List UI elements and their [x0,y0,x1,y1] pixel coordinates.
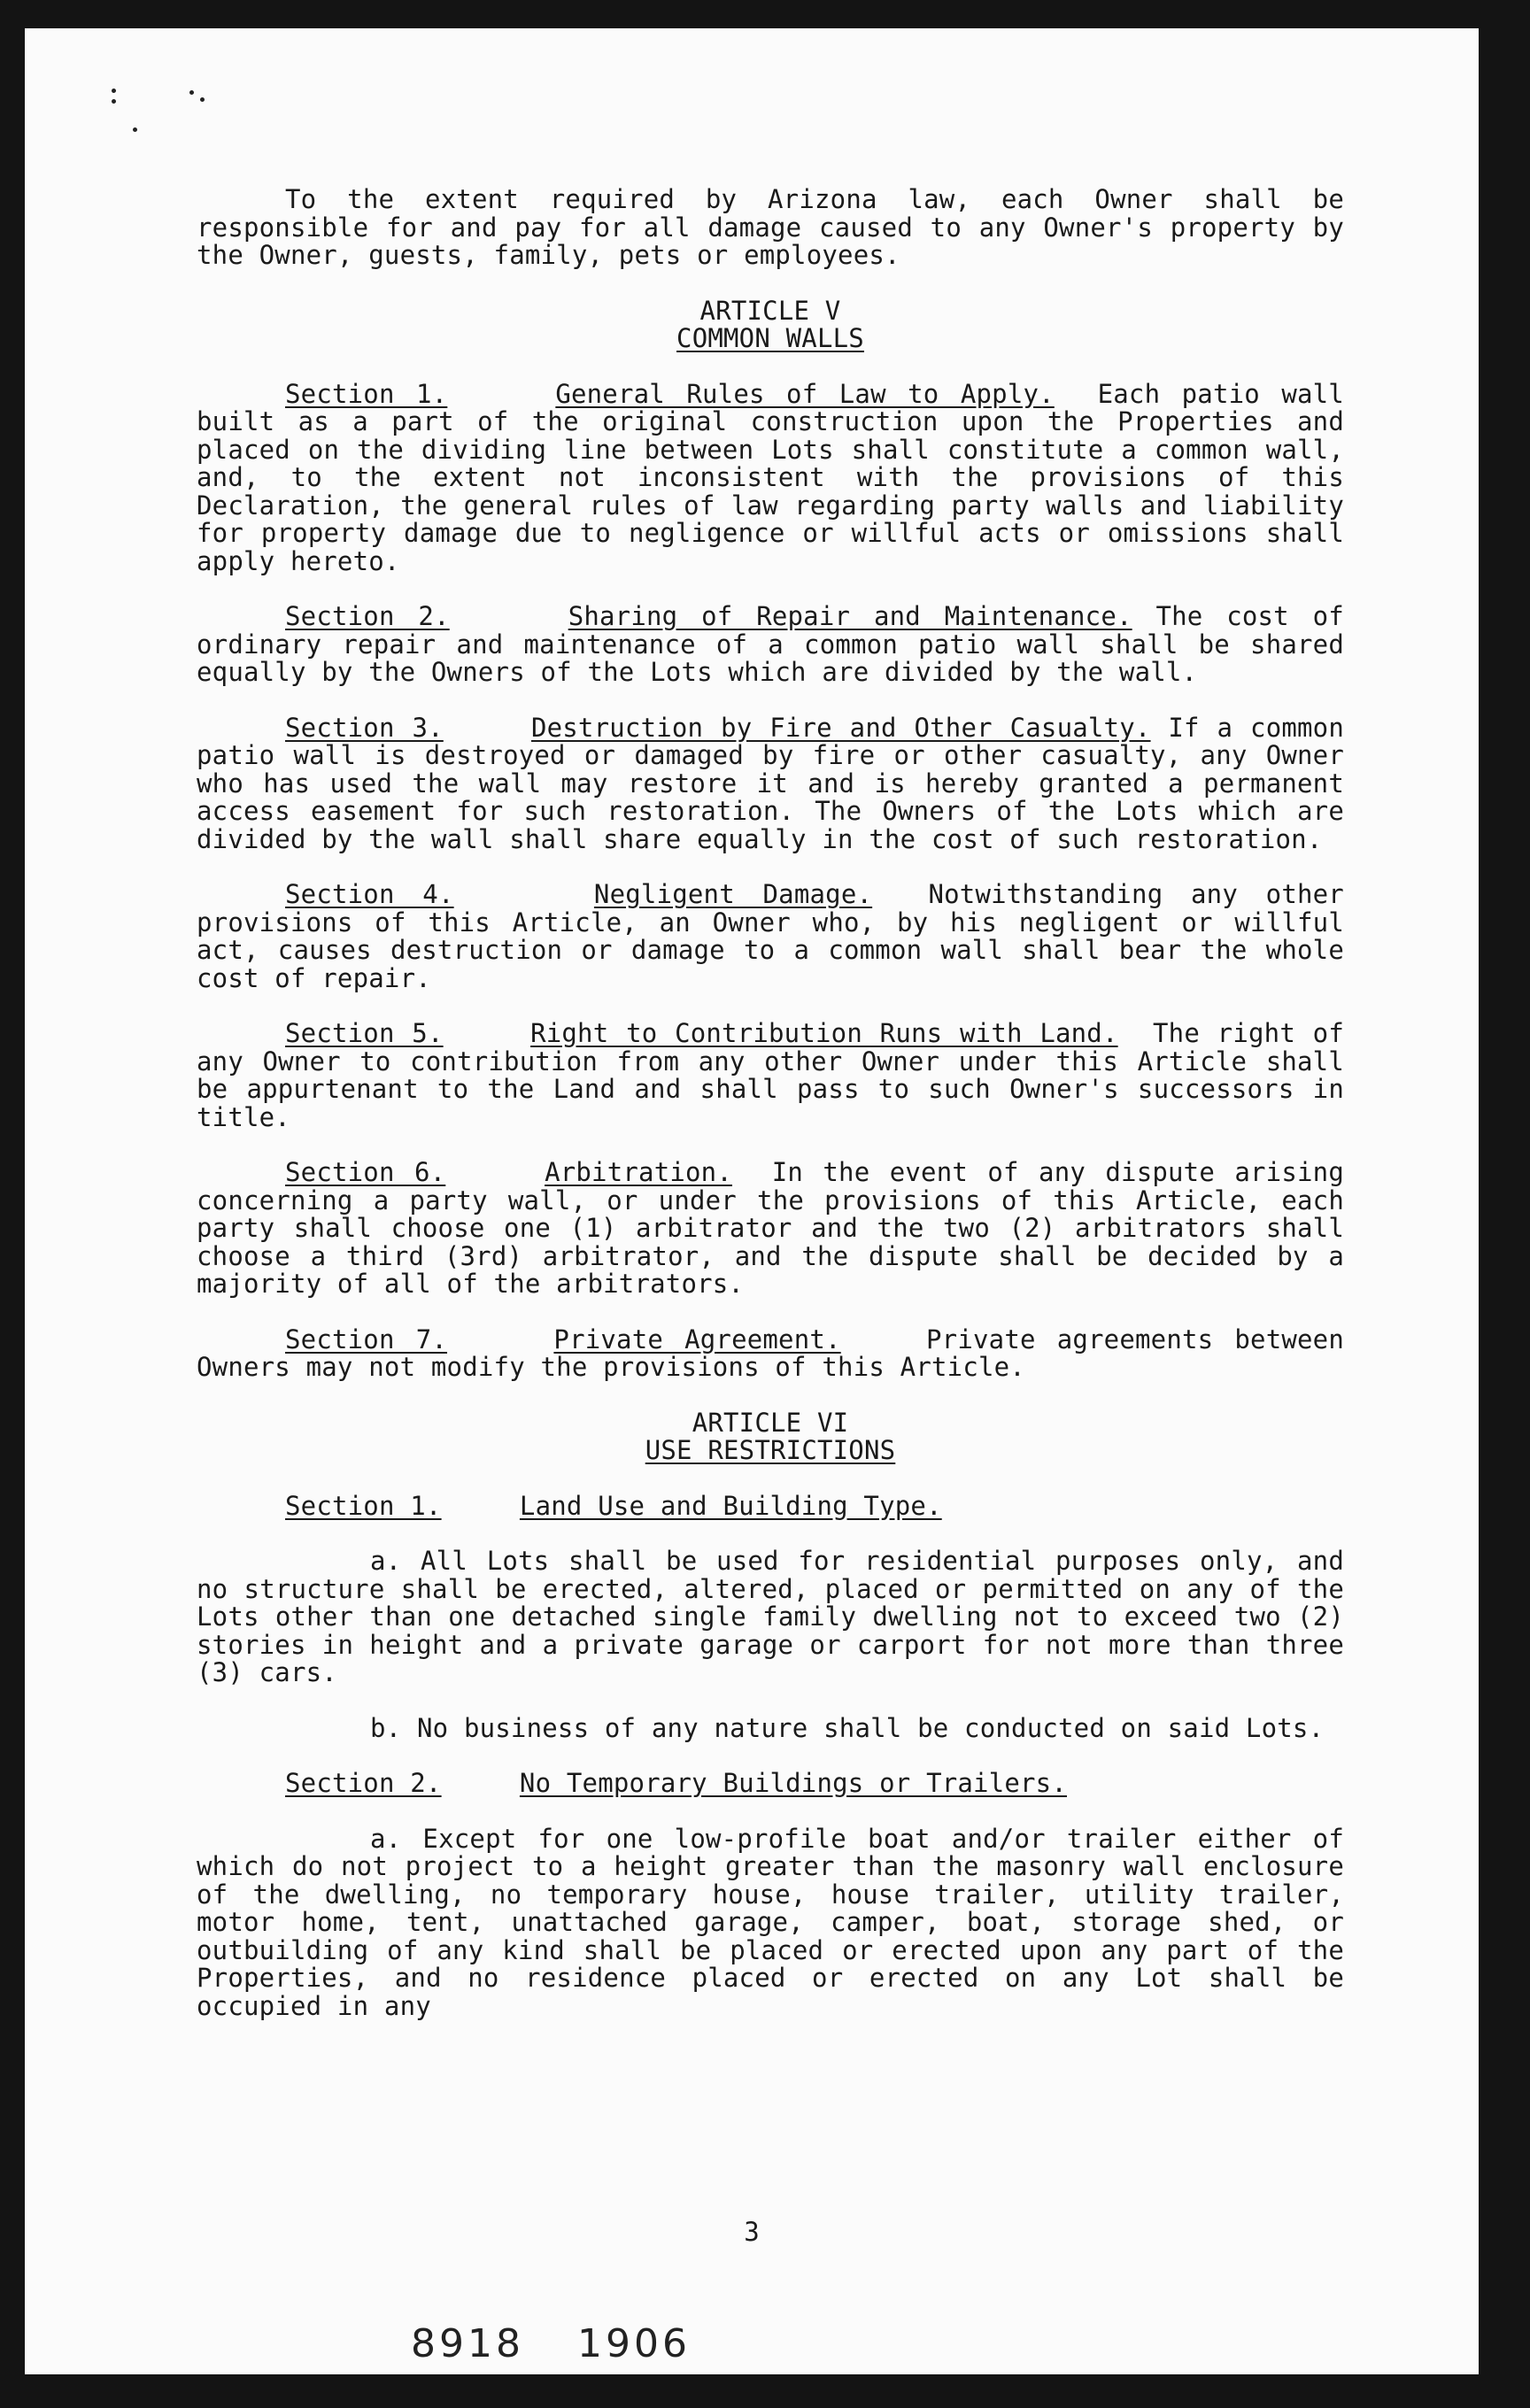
section-title: No Temporary Buildings or Trailers. [519,1768,1068,1798]
article-6-section-2-a: a. Except for one low-profile boat and/or trailer either of which do not project to a height greater than the masonry wall enclosure of the dwelling, no temporary house, house trailer, utility trailer, motor home, tent, unattached garage, camper, boat, storage shed, or outbuilding of any kind shall be placed or erected upon any part of the Properties, and no residence placed or erected on any Lot shall be occupied in any [197,1823,1344,2021]
article-6-header [197,1409,1344,1465]
intro-paragraph: To the extent required by Arizona law, each Owner shall be responsible for and pay for all damage caused to any Owner's property by the Owner, guests, family, pets or employees. [197,184,1344,270]
article-6-section-1-title [197,1490,1344,1521]
section-title: General Rules of Law to Apply. [555,378,1055,409]
page-number: 3 [744,2217,760,2247]
article-6-section-1-b: b. No business of any nature shall be conducted on said Lots. [370,1712,1325,1743]
article-5-section-3 [197,714,1344,854]
article-5-section-6 [197,1159,1344,1299]
section-text: Each patio wall built as a part of the original construction upon the Properties and placed on the dividing line between Lots shall constitute a common wall, and, to the extent not inconsistent with the provisions of this Declaration, the general rules of law regarding party walls and liability for property damage due to negligence or willful acts or omissions shall apply hereto. [197,378,1344,576]
section-label: Section 7. [285,1324,448,1354]
section-text: Private agreements between Owners may not modify the provisions of this Article. [197,1324,1344,1382]
section-title: Private Agreement. [553,1324,841,1354]
article-6-section-2-title [197,1770,1344,1798]
article-5-header [197,297,1344,353]
section-title: Land Use and Building Type. [519,1490,942,1521]
article-5-section-7 [197,1326,1344,1382]
document-page [25,28,1479,2374]
section-title: Right to Contribution Runs with Land. [530,1018,1118,1048]
article-5-section-1 [197,378,1344,576]
section-text: If a common patio wall is destroyed or damaged by fire or other casualty, any Owner who has used the wall may restore it and is hereby granted a permanent access easement for such restoration. The Owners of the Lots which are divided by the wall shall share equally in the cost of such restoration. [197,712,1344,854]
recording-number-book: 8918 [411,2321,524,2366]
article-5-section-2 [197,603,1344,687]
section-label: Section 1. [285,378,448,409]
section-label: Section 3. [285,712,444,743]
section-label: Section 5. [285,1018,444,1048]
article-6-title: USE RESTRICTIONS [645,1435,896,1465]
section-label: Section 4. [285,879,454,909]
section-title: Destruction by Fire and Other Casualty. [530,712,1151,743]
section-title: Arbitration. [545,1157,732,1187]
article-6-heading: ARTICLE VI [692,1407,849,1438]
section-text: The right of any Owner to contribution from any other Owner under this Article shall be appurtenant to the Land and shall pass to such Owner's successors in title. [197,1018,1344,1132]
article-5-section-4 [197,881,1344,992]
article-5-section-5 [197,1020,1344,1131]
section-label: Section 2. [285,601,450,631]
section-text: In the event of any dispute arising concerning a party wall, or under the provisions of this Article, each party shall choose one (1) arbitrator and the two (2) arbitrators shall choose a third (3rd) arbitrator, and the dispute shall be decided by a majority of all of the arbitrators. [197,1157,1344,1299]
section-title: Sharing of Repair and Maintenance. [568,601,1132,631]
section-label: Section 1. [285,1490,442,1521]
article-6-section-1-a: a. All Lots shall be used for residential purposes only, and no structure shall be erected, altered, placed or permitted on any of the Lots other than one detached single family dwelling not to exceed two (2) stories in height and a private garage or carport for not more than three (3) cars. [197,1546,1344,1687]
recording-numbers [411,2321,691,2366]
section-label: Section 6. [285,1157,446,1187]
section-text: The cost of ordinary repair and maintenance of a common patio wall shall be shared equally by the Owners of the Lots which are divided by the wall. [197,601,1344,687]
section-title: Negligent Damage. [593,879,873,909]
article-5-heading: ARTICLE V [699,295,841,326]
article-5-title: COMMON WALLS [676,323,864,353]
section-label: Section 2. [285,1768,442,1798]
section-text: Notwithstanding any other provisions of this Article, an Owner who, by his negligent or willful act, causes destruction or damage to a common wall shall bear the whole cost of repair. [197,879,1344,993]
document-body [197,186,1344,2020]
recording-number-page: 1906 [576,2321,691,2366]
